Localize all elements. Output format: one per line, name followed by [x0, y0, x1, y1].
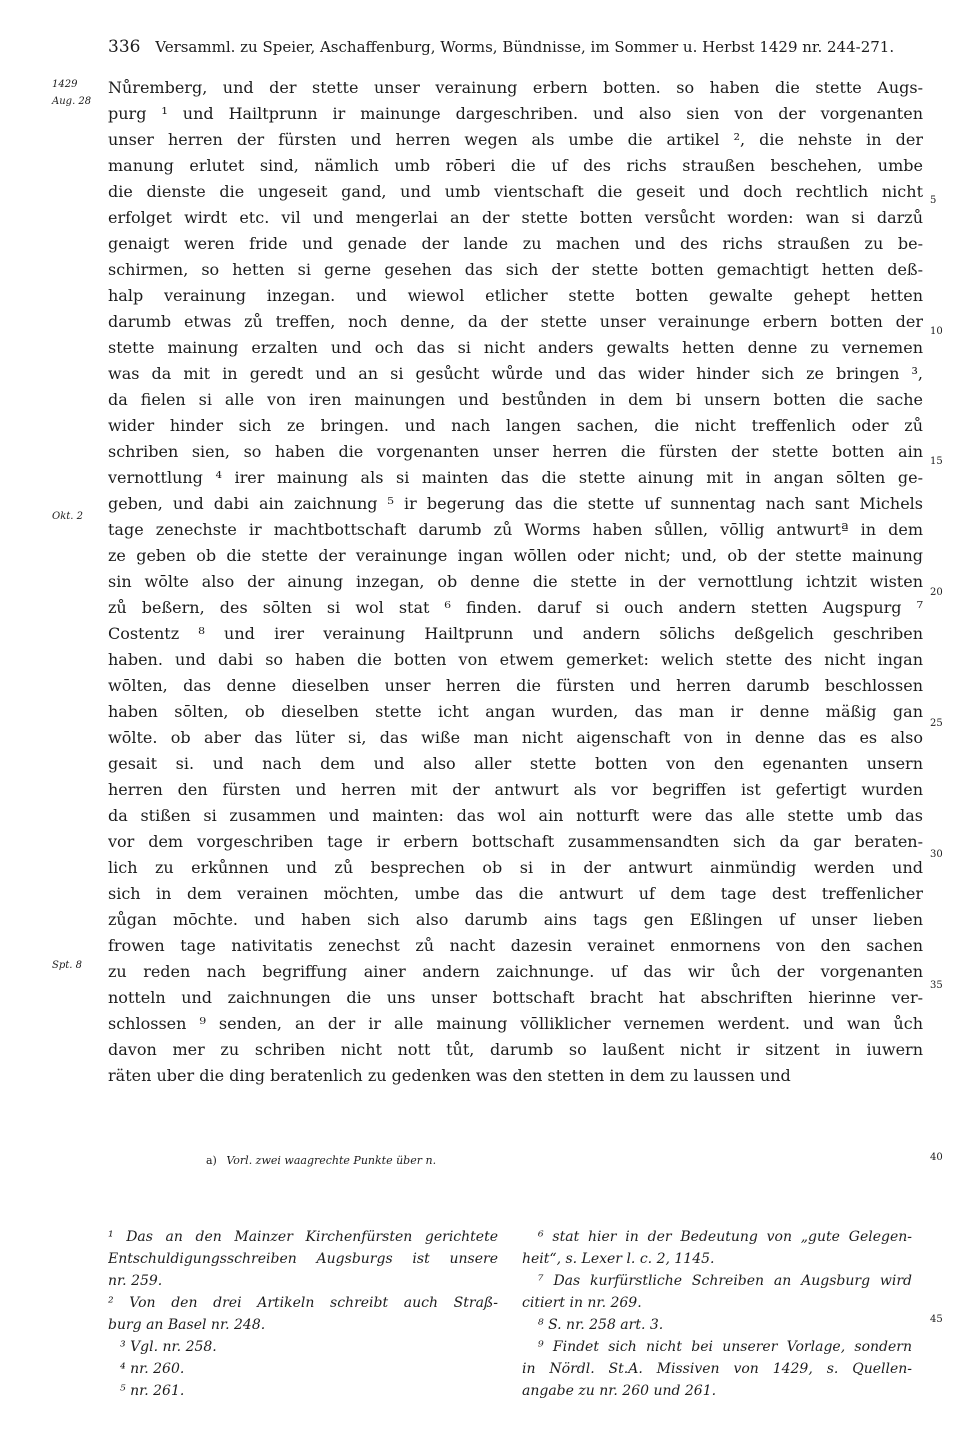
- line-number-20: 20: [930, 587, 943, 598]
- text-line: unser herren der fürsten und herren wegen als umbe die artikel ², die nehste in der: [108, 130, 923, 149]
- text-line: da stißen si zusammen und mainten: das wol ain notturft were das alle stette umb das: [108, 806, 923, 825]
- text-line: zůgan mōchte. und haben sich also darumb ains tags gen Eßlingen uf unser lieben: [108, 910, 923, 929]
- text-line: erfolget wirdt etc. vil und mengerlai an der stette botten versůcht worden: wan si darzů: [108, 208, 923, 227]
- text-line: halp verainung inzegan. und wiewol etlicher stette botten gewalte gehept hetten: [108, 286, 923, 305]
- text-line: geben, und dabi ain zaichnung ⁵ ir begerung das die stette uf sunnentag nach sant Michels: [108, 494, 923, 513]
- footnote-line: Entschuldigungsschreiben Augsburgs ist unsere: [108, 1251, 498, 1267]
- text-line: ze geben ob die stette der verainunge ingan wōllen oder nicht; und, ob der stette mainung: [108, 546, 923, 565]
- footnote-line: ⁸ S. nr. 258 art. 3.: [538, 1317, 664, 1333]
- line-number-10: 10: [930, 326, 943, 337]
- footnote-line: in Nördl. St.A. Missiven von 1429, s. Quellen-: [522, 1361, 912, 1377]
- footnote-line: angabe zu nr. 260 und 261.: [522, 1383, 717, 1399]
- text-line: darumb etwas zů treffen, noch denne, da der stette unser verainunge erbern botten der: [108, 312, 923, 331]
- line-number-30: 30: [930, 849, 943, 860]
- text-line: genaigt weren fride und genade der lande zu machen und des richs straußen zu be-: [108, 234, 923, 253]
- text-line: schriben sien, so haben die vorgenanten unser herren die fürsten der stette botten ain: [108, 442, 923, 461]
- footnote-line: ⁹ Findet sich nicht bei unserer Vorlage, sondern: [538, 1339, 912, 1355]
- running-title: Versamml. zu Speier, Aschaffenburg, Worms, Bündnisse, im Sommer u. Herbst 1429 nr. 244-271.: [155, 38, 895, 56]
- text-line: zu reden nach begriffung ainer andern zaichnunge. uf das wir ůch der vorgenanten: [108, 962, 923, 981]
- footnote-line: nr. 259.: [108, 1273, 163, 1289]
- text-line: manung erlutet sind, nämlich umb rōberi die uf des richs straußen beschehen, umbe: [108, 156, 923, 175]
- line-number-45: 45: [930, 1314, 943, 1325]
- text-line: frowen tage nativitatis zenechst zů nacht dazesin verainet enmornens von den sachen: [108, 936, 923, 955]
- text-line: Nůremberg, und der stette unser verainung erbern botten. so haben die stette Augs-: [108, 78, 923, 97]
- footnote-line: ² Von den drei Artikeln schreibt auch Straß-: [108, 1295, 498, 1311]
- footnote-line: ⁷ Das kurfürstliche Schreiben an Augsburg wird: [538, 1273, 912, 1289]
- line-number-40: 40: [930, 1152, 943, 1163]
- text-line: zů beßern, des sōlten si wol stat ⁶ finden. daruf si ouch andern stetten Augspurg ⁷: [108, 598, 923, 617]
- text-line: sin wōlte also der ainung inzegan, ob denne die stette in der vernottlung ichtzit wisten: [108, 572, 923, 591]
- footnotes-left-column: [108, 1226, 498, 1402]
- margin-date-year: 1429: [52, 79, 78, 90]
- footnote-line: ⁴ nr. 260.: [120, 1361, 185, 1377]
- text-line: schirmen, so hetten si gerne gesehen das sich der stette botten gemachtigt hetten deß-: [108, 260, 923, 279]
- text-line: was da mit in geredt und an si gesůcht wůrde und das wider hinder sich ze bringen ³,: [108, 364, 923, 383]
- footnotes-right-column: [522, 1226, 912, 1402]
- text-line: vor dem vorgeschriben tage ir erbern bottschaft zusammensandten sich da gar beraten-: [108, 832, 923, 851]
- text-line: räten uber die ding beratenlich zu gedenken was den stetten in dem zu laussen und: [108, 1066, 791, 1085]
- page-number: 336: [108, 37, 141, 57]
- line-number-5: 5: [930, 195, 937, 206]
- text-line: gesait si. und nach dem und also aller stette botten von den egenanten unsern: [108, 754, 923, 773]
- margin-date-okt: Okt. 2: [52, 511, 83, 522]
- text-line: sich in dem verainen möchten, umbe das die antwurt uf dem tage dest treffenlicher: [108, 884, 923, 903]
- line-number-15: 15: [930, 456, 943, 467]
- footnote-line: ³ Vgl. nr. 258.: [120, 1339, 217, 1355]
- text-line: Costentz ⁸ und irer verainung Hailtprunn und andern sōlichs deßgelich geschriben: [108, 624, 923, 643]
- text-line: stette mainung erzalten und och das si nicht anders gewalts hetten denne zu vernemen: [108, 338, 923, 357]
- margin-date-aug: Aug. 28: [52, 96, 92, 107]
- footnote-line: ¹ Das an den Mainzer Kirchenfürsten gerichtete: [108, 1229, 498, 1245]
- text-line: schlossen ⁹ senden, an der ir alle mainung vōlliklicher vernemen werdent. und wan ůch: [108, 1014, 923, 1033]
- text-line: da fielen si alle von iren mainungen und bestůnden in dem bi unsern botten die sache: [108, 390, 923, 409]
- text-line: wider hinder sich ze bringen. und nach langen sachen, die nicht treffenlich oder zů: [108, 416, 923, 435]
- text-line: haben. und dabi so haben die botten von etwem gemerket: welich stette des nicht ingan: [108, 650, 923, 669]
- margin-date-spt: Spt. 8: [52, 960, 82, 971]
- variant-note: [206, 1154, 436, 1167]
- text-line: vernottlung ⁴ irer mainung als si mainten das die stette ainung mit in angan sōlten ge-: [108, 468, 923, 487]
- text-line: wōlte. ob aber das lüter si, das wiße man nicht aigenschaft von in denne das es also: [108, 728, 923, 747]
- text-line: haben sōlten, ob dieselben stette icht angan wurden, das man ir denne mäßig gan: [108, 702, 923, 721]
- footnote-line: burg an Basel nr. 248.: [108, 1317, 266, 1333]
- text-line: herren den fürsten und herren mit der antwurt als vor begriffen ist gefertigt wurden: [108, 780, 923, 799]
- running-header: [108, 37, 928, 57]
- footnote-line: citiert in nr. 269.: [522, 1295, 642, 1311]
- variant-note-label: a): [206, 1154, 217, 1167]
- footnote-line: ⁶ stat hier in der Bedeutung von „gute Gelegen-: [538, 1229, 912, 1245]
- footnote-line: heit“, s. Lexer l. c. 2, 1145.: [522, 1251, 715, 1267]
- text-line: tage zenechste ir machtbottschaft darumb zů Worms haben sůllen, vōllig antwurtª in dem: [108, 520, 923, 539]
- variant-note-text: Vorl. zwei waagrechte Punkte über n.: [226, 1154, 437, 1167]
- text-line: davon mer zu schriben nicht nott tůt, darumb so laußent nicht ir sitzent in iuwern: [108, 1040, 923, 1059]
- line-number-25: 25: [930, 718, 943, 729]
- text-line: lich zu erkůnnen und zů besprechen ob si in der antwurt ainmündig werden und: [108, 858, 923, 877]
- footnote-line: ⁵ nr. 261.: [120, 1383, 185, 1399]
- text-line: purg ¹ und Hailtprunn ir mainunge dargeschriben. und also sien von der vorgenanten: [108, 104, 923, 123]
- line-number-35: 35: [930, 980, 943, 991]
- text-line: wōlten, das denne dieselben unser herren die fürsten und herren darumb beschlossen: [108, 676, 923, 695]
- text-line: notteln und zaichnungen die uns unser bottschaft bracht hat abschriften hierinne ver-: [108, 988, 923, 1007]
- text-line: die dienste die ungeseit gand, und umb vientschaft die geseit und doch rechtlich nicht: [108, 182, 923, 201]
